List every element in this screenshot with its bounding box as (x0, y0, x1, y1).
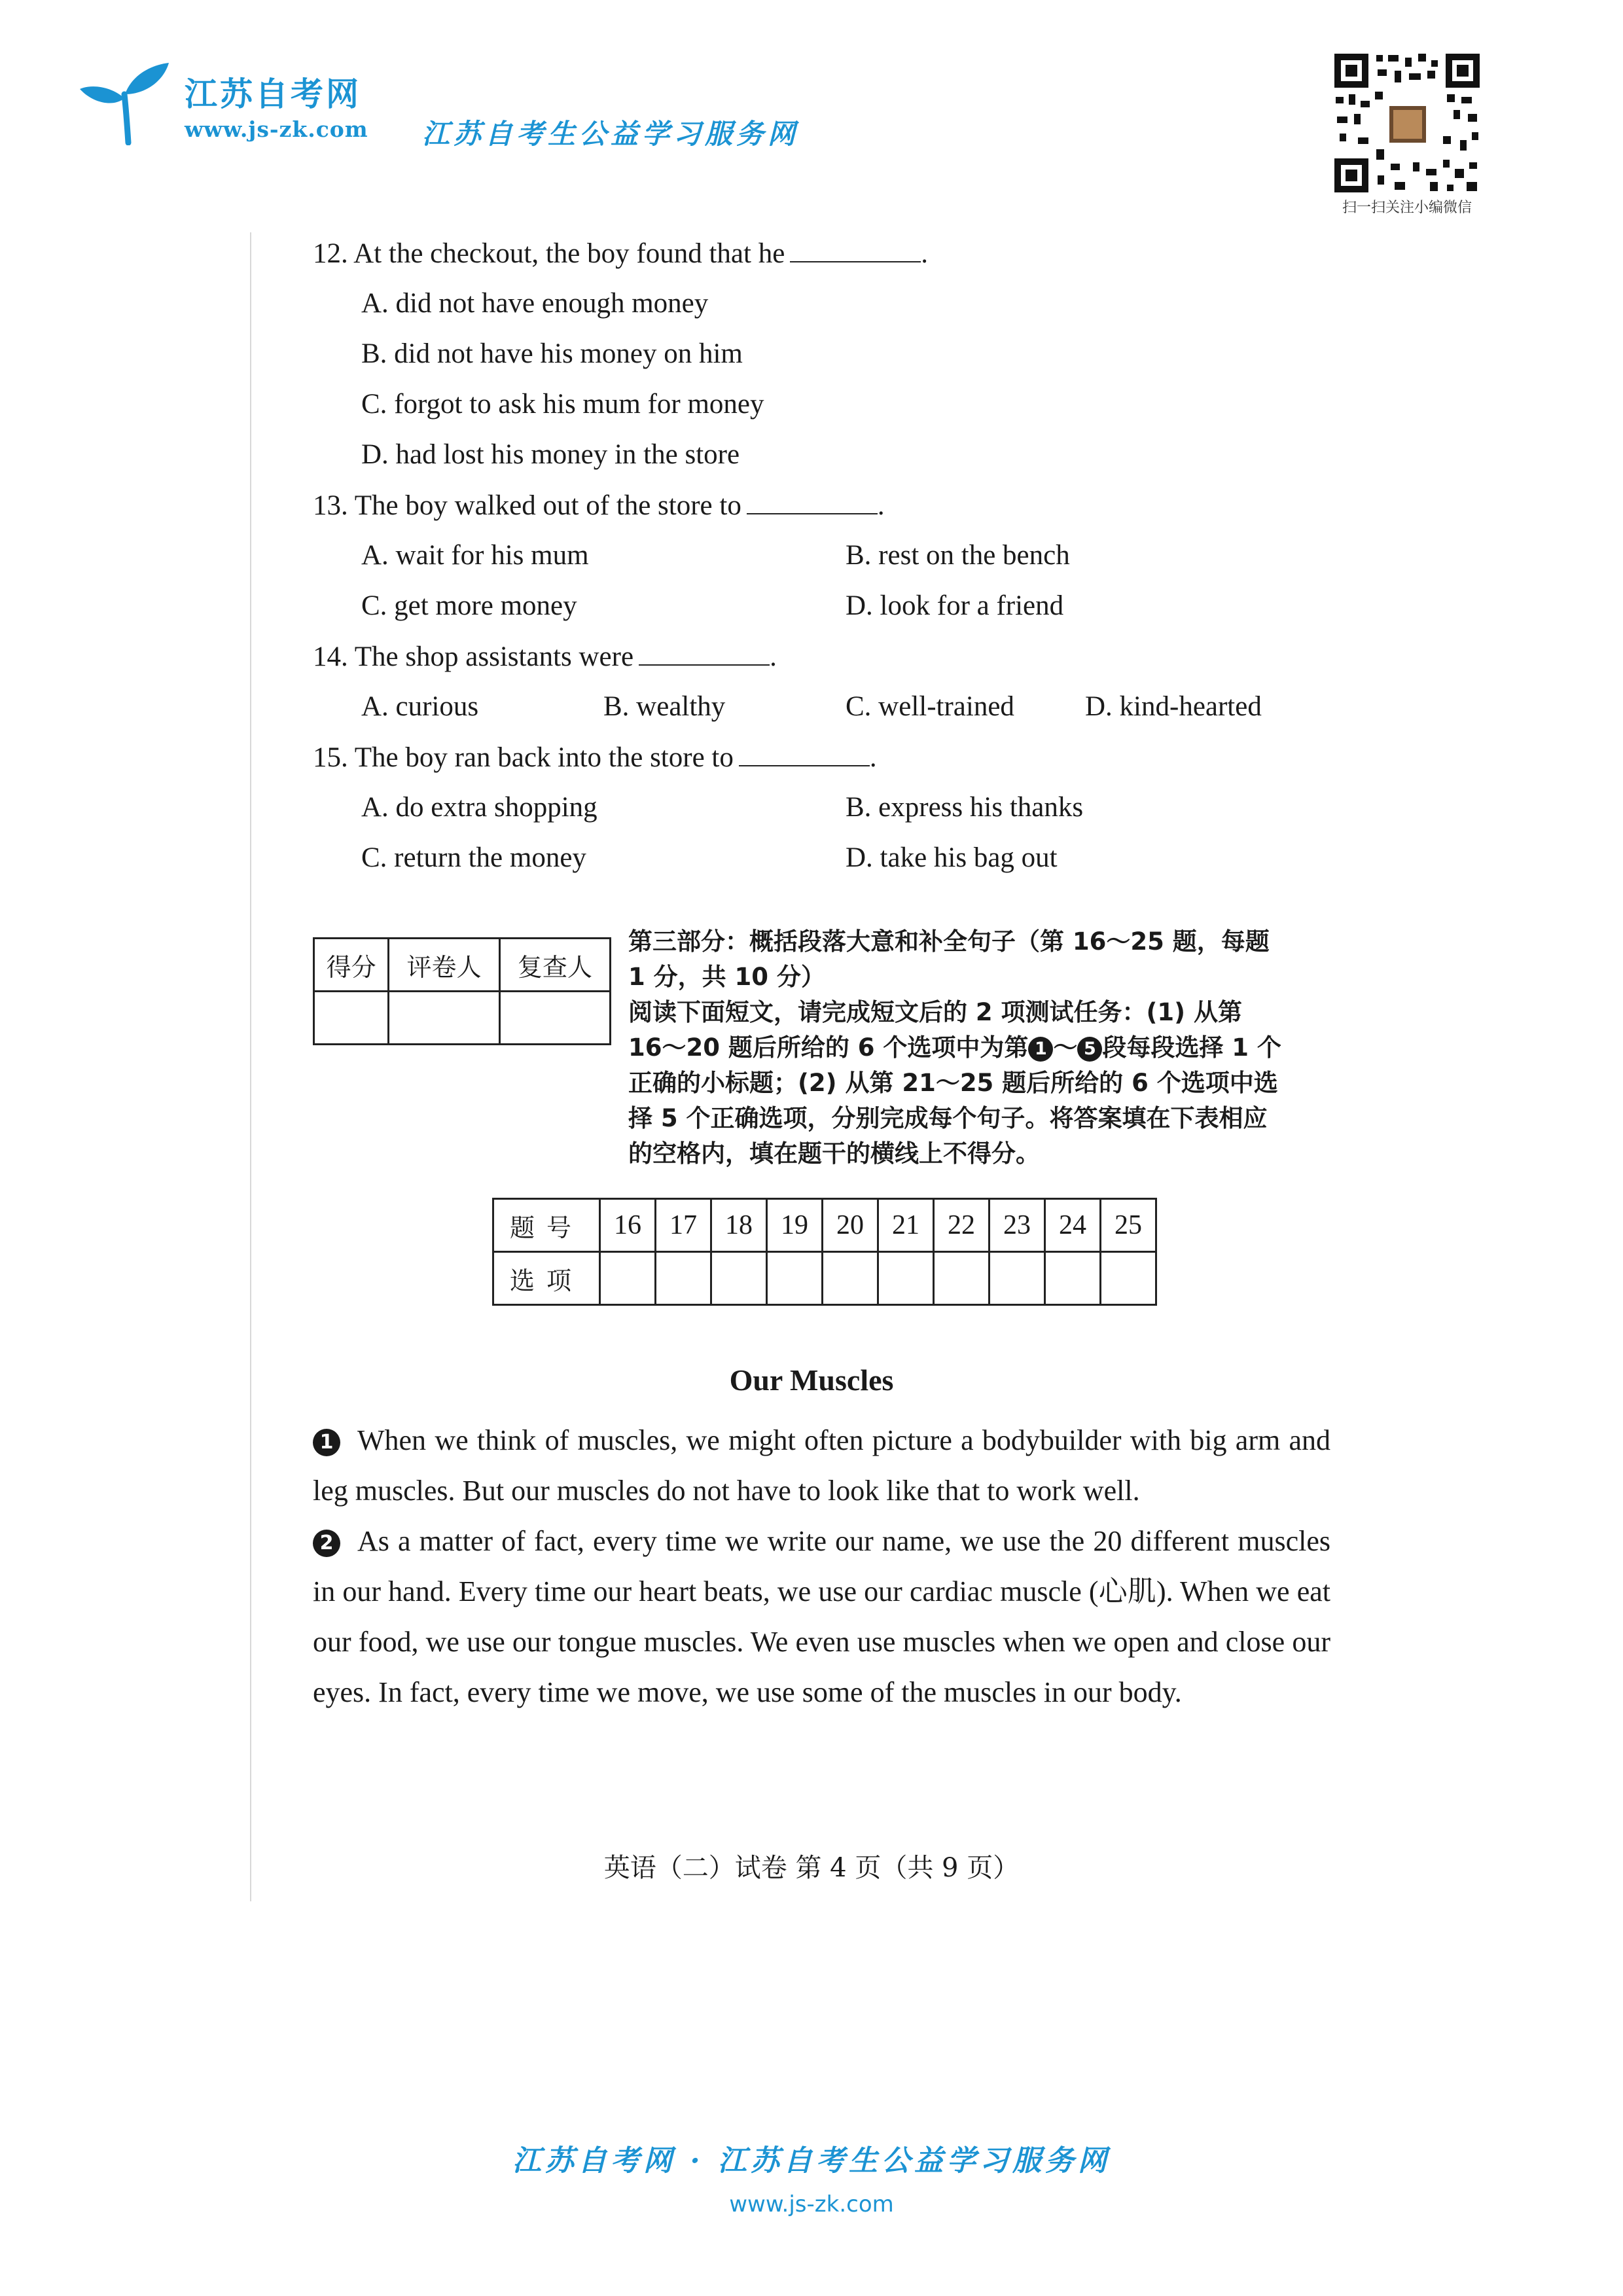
qr-code-icon[interactable] (1332, 51, 1482, 195)
stem-end: . (869, 742, 877, 773)
stem-end: . (770, 641, 777, 672)
score-header: 得分 (314, 939, 389, 992)
paragraph-1 (313, 1415, 1330, 1516)
question-number-17: 17 (656, 1199, 711, 1252)
question-13 (313, 491, 885, 520)
reviewer-cell[interactable] (499, 992, 610, 1045)
question-number-25: 25 (1101, 1199, 1156, 1252)
paragraph-number: 1 (313, 1429, 340, 1456)
range-separator: ～ (1053, 1033, 1078, 1062)
bottom-url[interactable]: www.js-zk.com (729, 2191, 894, 2217)
page-number-footer: 英语（二）试卷 第 4 页（共 9 页） (603, 1853, 1020, 1883)
answer-cell-19[interactable] (767, 1252, 823, 1305)
answer-blank (790, 239, 921, 262)
stem-end: . (877, 490, 885, 521)
instruction-line-2 (628, 1030, 1335, 1066)
paragraph-marker: 5 (1077, 1037, 1102, 1062)
option-13-d[interactable]: D. look for a friend (846, 590, 1064, 621)
paragraph-text: When we think of muscles, we might often picture a bodybuilder with big arm and leg muscles. But our muscles do not have to look like that to work well. (313, 1424, 1330, 1507)
instruction-line-4: 择 5 个正确选项，分别完成每个句子。将答案填在下表相应 (628, 1104, 1268, 1132)
qr-caption: 扫一扫关注小编微信 (1342, 200, 1472, 216)
question-number-22: 22 (934, 1199, 990, 1252)
answer-cell-18[interactable] (711, 1252, 767, 1305)
option-15-b[interactable]: B. express his thanks (846, 792, 1084, 823)
question-12 (313, 239, 928, 268)
option-15-a[interactable]: A. do extra shopping (361, 792, 597, 823)
question-number-20: 20 (823, 1199, 878, 1252)
answer-cell-17[interactable] (656, 1252, 711, 1305)
answer-cell-22[interactable] (934, 1252, 990, 1305)
grader-cell[interactable] (389, 992, 499, 1045)
option-12-c[interactable]: C. forgot to ask his mum for money (361, 389, 764, 420)
score-cell[interactable] (314, 992, 389, 1045)
stem-end: . (921, 238, 929, 269)
answer-cell-24[interactable] (1045, 1252, 1101, 1305)
question-13-stem: 13. The boy walked out of the store to (313, 490, 741, 521)
answer-cell-23[interactable] (990, 1252, 1045, 1305)
answer-blank (747, 491, 878, 514)
answer-table (492, 1198, 1157, 1306)
option-12-a[interactable]: A. did not have enough money (361, 288, 709, 319)
brand-name: 江苏自考网 (185, 75, 361, 113)
instruction-line-5: 的空格内，填在题干的横线上不得分。 (628, 1139, 1040, 1168)
question-12-stem: 12. At the checkout, the boy found that he (313, 238, 785, 269)
brand-url[interactable]: www.js-zk.com (185, 117, 368, 142)
question-15 (313, 743, 877, 772)
question-15-stem: 15. The boy ran back into the store to (313, 742, 734, 773)
instruction-line-1: 阅读下面短文，请完成短文后的 2 项测试任务：(1) 从第 (628, 998, 1242, 1026)
reviewer-header: 复查人 (499, 939, 610, 992)
paragraph-2 (313, 1516, 1330, 1717)
paragraph-text: As a matter of fact, every time we write our name, we use the 20 different muscles in our hand. Every time our heart beats, we use our cardiac muscle (心肌). When we eat our food, we use our tongue muscles. We even use muscles when we open and close our eyes. In fact, every time we move, we use some of the muscles in our body. (313, 1525, 1330, 1708)
instruction-part-a: 16～20 题后所给的 6 个选项中为第 (628, 1033, 1029, 1062)
margin-line (250, 232, 251, 1901)
answer-cell-16[interactable] (600, 1252, 656, 1305)
section-3-heading-line-2: 1 分，共 10 分） (628, 963, 825, 991)
option-15-d[interactable]: D. take his bag out (846, 842, 1058, 873)
question-number-21: 21 (878, 1199, 934, 1252)
paragraph-number: 2 (313, 1530, 340, 1557)
answer-blank (739, 743, 870, 766)
grader-header: 评卷人 (389, 939, 499, 992)
option-13-b[interactable]: B. rest on the bench (846, 540, 1070, 571)
question-number-16: 16 (600, 1199, 656, 1252)
question-number-18: 18 (711, 1199, 767, 1252)
paragraph-marker: 1 (1028, 1037, 1053, 1062)
option-13-c[interactable]: C. get more money (361, 590, 577, 621)
option-12-b[interactable]: B. did not have his money on him (361, 338, 743, 369)
bottom-slogan: 江苏自考网 · 江苏自考生公益学习服务网 (512, 2144, 1111, 2178)
question-number-24: 24 (1045, 1199, 1101, 1252)
instruction-line-3: 正确的小标题；(2) 从第 21～25 题后所给的 6 个选项中选 (628, 1069, 1278, 1097)
option-13-a[interactable]: A. wait for his mum (361, 540, 589, 571)
option-14-d[interactable]: D. kind-hearted (1085, 691, 1262, 722)
score-box (313, 937, 611, 1045)
option-15-c[interactable]: C. return the money (361, 842, 586, 873)
question-14-stem: 14. The shop assistants were (313, 641, 634, 672)
passage-title: Our Muscles (729, 1363, 894, 1397)
question-number-23: 23 (990, 1199, 1045, 1252)
answer-label: 选项 (493, 1252, 600, 1305)
answer-blank (639, 642, 770, 666)
question-14 (313, 642, 777, 671)
section-3-instructions (628, 924, 1335, 1172)
answer-cell-20[interactable] (823, 1252, 878, 1305)
option-14-b[interactable]: B. wealthy (603, 691, 726, 722)
sprout-logo-icon (77, 60, 175, 145)
section-3-heading-line-1: 第三部分：概括段落大意和补全句子（第 16～25 题，每题 (628, 927, 1270, 956)
option-14-c[interactable]: C. well-trained (846, 691, 1014, 722)
brand-slogan: 江苏自考生公益学习服务网 (422, 118, 800, 150)
option-12-d[interactable]: D. had lost his money in the store (361, 439, 740, 470)
question-number-19: 19 (767, 1199, 823, 1252)
question-number-label: 题号 (493, 1199, 600, 1252)
option-14-a[interactable]: A. curious (361, 691, 479, 722)
answer-cell-25[interactable] (1101, 1252, 1156, 1305)
answer-cell-21[interactable] (878, 1252, 934, 1305)
instruction-part-b: 段每段选择 1 个 (1102, 1033, 1281, 1062)
